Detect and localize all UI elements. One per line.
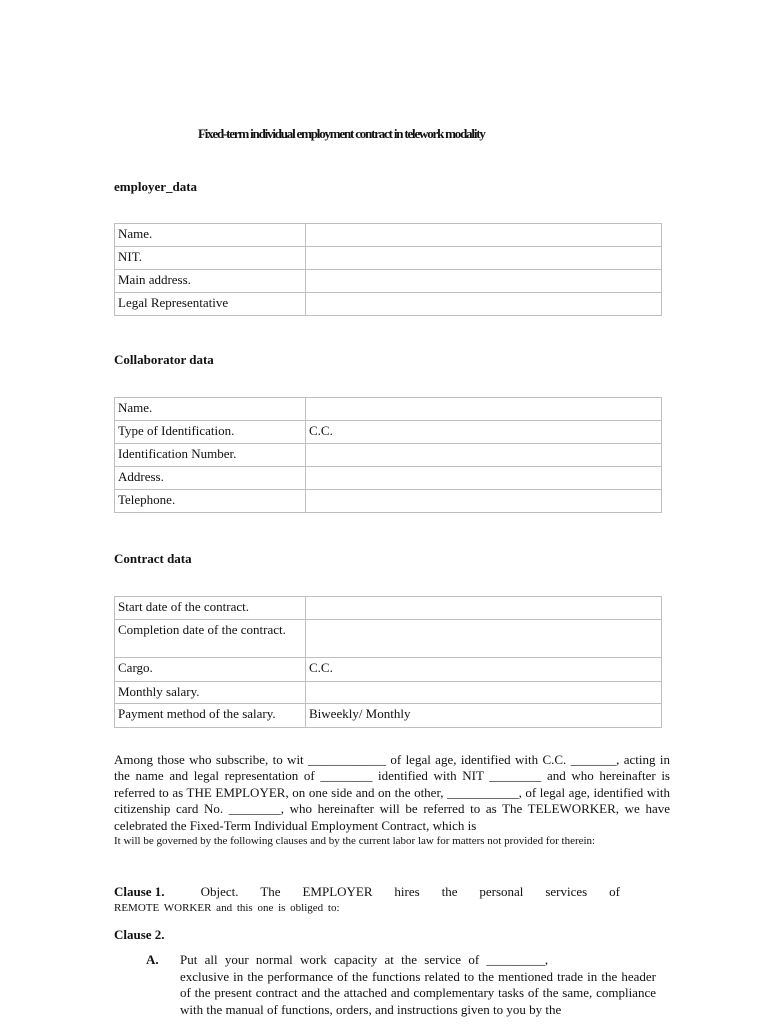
table-row	[115, 270, 662, 293]
employer-name-label: Name.	[115, 224, 306, 247]
intro-paragraph	[114, 752, 670, 848]
table-row	[115, 704, 662, 728]
contract-completion-date-label: Completion date of the contract.	[115, 620, 306, 658]
table-row	[115, 620, 662, 658]
collaborator-data-heading: Collaborator data	[114, 352, 214, 367]
table-row	[115, 398, 662, 421]
employer-address-value[interactable]	[306, 270, 662, 293]
collaborator-id-type-value[interactable]: C.C.	[306, 421, 662, 444]
collaborator-id-number-value[interactable]	[306, 444, 662, 467]
clause-1-word: services	[545, 884, 588, 899]
clause-2-item-label: A.	[146, 952, 159, 967]
table-row	[115, 247, 662, 270]
collaborator-telephone-label: Telephone.	[115, 490, 306, 513]
contract-monthly-salary-value[interactable]	[306, 682, 662, 704]
collaborator-name-label: Name.	[115, 398, 306, 421]
contract-cargo-value[interactable]: C.C.	[306, 658, 662, 682]
collaborator-address-value[interactable]	[306, 467, 662, 490]
contract-monthly-salary-label: Monthly salary.	[115, 682, 306, 704]
collaborator-name-value[interactable]	[306, 398, 662, 421]
contract-cargo-label: Cargo.	[115, 658, 306, 682]
intro-last-line: It will be governed by the following clauses and by the current labor law for matters not provided for therein:	[114, 835, 596, 848]
employer-legal-rep-value[interactable]	[306, 293, 662, 316]
table-row	[115, 293, 662, 316]
contract-data-heading: Contract data	[114, 551, 192, 566]
employer-data-heading: employer_data	[114, 179, 198, 194]
intro-text: Among those who subscribe, to wit ____________ of legal age, identified with C.C. _______, acting in the name and legal representation of ________ identified with NIT ________ and who hereinafter is referred to as THE EMPLOYER, on one side and on the other, ___________, of legal age, identified with citizenship card No. ________, who hereinafter will be referred to as The TELEWORKER, we have celebrated the Fixed-Term Individual Employment Contract, which is	[114, 752, 670, 833]
table-row	[115, 490, 662, 513]
employer-legal-rep-label: Legal Representative	[115, 293, 306, 316]
collaborator-id-type-label: Type of Identification.	[115, 421, 306, 444]
employer-address-label: Main address.	[115, 270, 306, 293]
clause-1-word: EMPLOYER	[302, 884, 373, 899]
clause-1-word: hires	[394, 884, 420, 899]
clause-2-item-rest: exclusive in the performance of the functions related to the mentioned trade in the header of the present contract and the attached and complementary tasks of the same, compliance with the manual of functions, orders, and instructions given to you by the	[180, 968, 656, 1017]
clause-2-label: Clause 2.	[114, 927, 165, 942]
clause-2-item-text	[180, 952, 656, 1018]
clause-1-word: the	[441, 884, 458, 899]
document-title: Fixed-term individual employment contract in telework modality	[198, 126, 485, 141]
table-row	[115, 224, 662, 247]
collaborator-address-label: Address.	[115, 467, 306, 490]
contract-payment-method-value[interactable]: Biweekly/ Monthly	[306, 704, 662, 728]
collaborator-data-table	[114, 397, 662, 513]
contract-data-table	[114, 596, 662, 728]
table-row	[115, 597, 662, 620]
employer-data-table	[114, 223, 662, 316]
table-row	[115, 658, 662, 682]
clause-1-word: of	[609, 884, 620, 899]
clause-2-item-first-line: Put all your normal work capacity at the service of _________,	[180, 952, 549, 967]
clause-1-second-line: REMOTE WORKER and this one is obliged to:	[114, 902, 340, 914]
clause-1-word: Object.	[200, 884, 239, 899]
collaborator-telephone-value[interactable]	[306, 490, 662, 513]
table-row	[115, 467, 662, 490]
clause-1	[114, 884, 620, 916]
table-row	[115, 682, 662, 704]
collaborator-id-number-label: Identification Number.	[115, 444, 306, 467]
clause-1-word: personal	[479, 884, 524, 899]
clause-1-word: The	[260, 884, 281, 899]
clause-1-first-line	[114, 884, 620, 900]
contract-start-date-label: Start date of the contract.	[115, 597, 306, 620]
contract-start-date-value[interactable]	[306, 597, 662, 620]
table-row	[115, 444, 662, 467]
table-row	[115, 421, 662, 444]
employer-name-value[interactable]	[306, 224, 662, 247]
clause-1-label: Clause 1.	[114, 884, 165, 899]
employer-nit-value[interactable]	[306, 247, 662, 270]
contract-completion-date-value[interactable]	[306, 620, 662, 658]
contract-payment-method-label: Payment method of the salary.	[115, 704, 306, 728]
employer-nit-label: NIT.	[115, 247, 306, 270]
